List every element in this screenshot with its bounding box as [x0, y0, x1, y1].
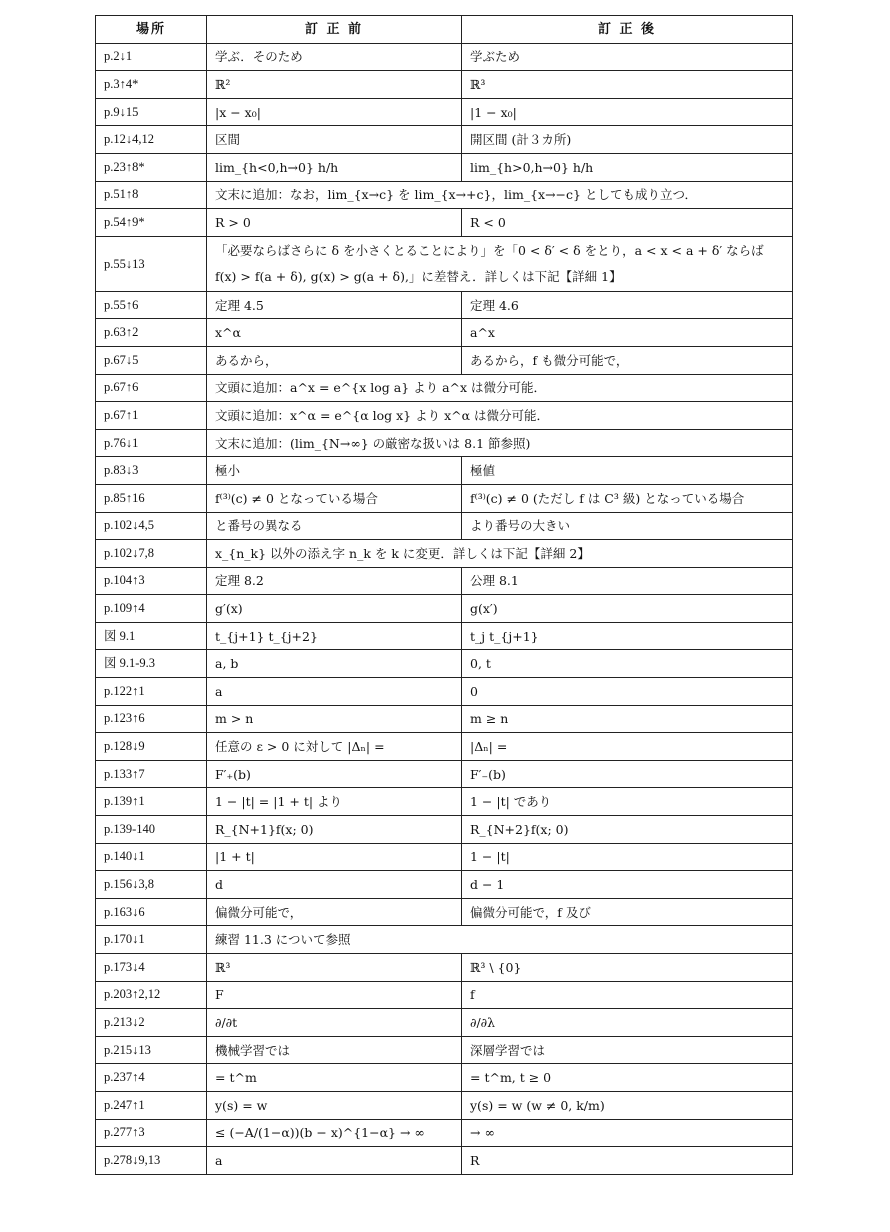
before-cell: |1 + t| — [207, 843, 462, 871]
table-row — [96, 705, 793, 733]
after-cell: y(s) = w (w ≠ 0, k/m) — [462, 1091, 793, 1119]
table-row — [96, 43, 793, 71]
after-cell: 開区間 (計３カ所) — [462, 126, 793, 154]
after-cell: d − 1 — [462, 871, 793, 899]
after-cell: |Δₙ| = — [462, 733, 793, 761]
after-cell: g(x′) — [462, 595, 793, 623]
before-cell: ℝ² — [207, 71, 462, 99]
table-row — [96, 402, 793, 430]
before-cell: |x − x₀| — [207, 98, 462, 126]
table-row — [96, 733, 793, 761]
after-cell: あるから，f も微分可能で， — [462, 346, 793, 374]
location-cell: p.215↓13 — [96, 1036, 207, 1064]
after-cell: f⁽³⁾(c) ≠ 0 (ただし f は C³ 級) となっている場合 — [462, 484, 793, 512]
table-row — [96, 457, 793, 485]
correction-note-cell: 文頭に追加：x^α = e^{α log x} より x^α は微分可能． — [207, 402, 793, 430]
after-cell: 0, t — [462, 650, 793, 678]
after-cell: R < 0 — [462, 209, 793, 237]
table-row — [96, 954, 793, 982]
before-cell: 区間 — [207, 126, 462, 154]
location-cell: p.122↑1 — [96, 678, 207, 706]
location-cell: p.102↓7,8 — [96, 540, 207, 568]
location-cell: p.55↑6 — [96, 291, 207, 319]
location-cell: p.109↑4 — [96, 595, 207, 623]
before-cell: 1 − |t| = |1 + t| より — [207, 788, 462, 816]
table-row — [96, 1036, 793, 1064]
after-cell: = t^m, t ≥ 0 — [462, 1064, 793, 1092]
before-cell: d — [207, 871, 462, 899]
location-cell: p.85↑16 — [96, 484, 207, 512]
location-cell: p.12↓4,12 — [96, 126, 207, 154]
location-cell: 図 9.1 — [96, 622, 207, 650]
table-row — [96, 871, 793, 899]
before-cell: x^α — [207, 319, 462, 347]
after-cell: m ≥ n — [462, 705, 793, 733]
before-cell: m > n — [207, 705, 462, 733]
location-cell: p.156↓3,8 — [96, 871, 207, 899]
before-cell: a, b — [207, 650, 462, 678]
location-cell: p.213↓2 — [96, 1009, 207, 1037]
table-row — [96, 760, 793, 788]
before-cell: F′₊(b) — [207, 760, 462, 788]
table-row — [96, 209, 793, 237]
location-cell: p.3↑4* — [96, 71, 207, 99]
errata-table — [95, 15, 793, 1175]
before-cell: lim_{h<0,h→0} h/h — [207, 153, 462, 181]
after-cell: 深層学習では — [462, 1036, 793, 1064]
location-cell: p.128↓9 — [96, 733, 207, 761]
table-row — [96, 236, 793, 291]
correction-note-cell: 「必要ならばさらに δ を小さくとることにより」を「0 < δ′ < δ をとり，a < x < a + δ′ ならば f(x) > f(a + δ), g(x) > g(a + δ),」に差替え．詳しくは下記【詳細 1】 — [207, 236, 793, 291]
before-cell: y(s) = w — [207, 1091, 462, 1119]
before-cell: 任意の ε > 0 に対して |Δₙ| = — [207, 733, 462, 761]
after-cell: ∂/∂λ — [462, 1009, 793, 1037]
after-cell: 公理 8.1 — [462, 567, 793, 595]
before-cell: ℝ³ — [207, 954, 462, 982]
location-cell: p.63↑2 — [96, 319, 207, 347]
location-cell: p.67↑1 — [96, 402, 207, 430]
table-row — [96, 540, 793, 568]
location-cell: p.140↓1 — [96, 843, 207, 871]
table-row — [96, 181, 793, 209]
table-row — [96, 1147, 793, 1175]
table-row — [96, 126, 793, 154]
location-cell: p.277↑3 — [96, 1119, 207, 1147]
table-row — [96, 1009, 793, 1037]
location-cell: p.247↑1 — [96, 1091, 207, 1119]
location-cell: p.9↓15 — [96, 98, 207, 126]
before-cell: R > 0 — [207, 209, 462, 237]
before-cell: 偏微分可能で， — [207, 898, 462, 926]
location-cell: p.67↑6 — [96, 374, 207, 402]
table-row — [96, 595, 793, 623]
before-cell: = t^m — [207, 1064, 462, 1092]
correction-note-cell: x_{n_k} 以外の添え字 n_k を k に変更．詳しくは下記【詳細 2】 — [207, 540, 793, 568]
location-cell: p.83↓3 — [96, 457, 207, 485]
table-row — [96, 981, 793, 1009]
location-cell: p.23↑8* — [96, 153, 207, 181]
location-header: 場所 — [96, 16, 207, 44]
table-row — [96, 71, 793, 99]
table-row — [96, 788, 793, 816]
before-cell: R_{N+1}f(x; 0) — [207, 816, 462, 844]
table-row — [96, 429, 793, 457]
table-row — [96, 843, 793, 871]
table-row — [96, 1091, 793, 1119]
table-row — [96, 650, 793, 678]
location-cell: p.139-140 — [96, 816, 207, 844]
location-cell: p.102↓4,5 — [96, 512, 207, 540]
after-cell: f — [462, 981, 793, 1009]
after-cell: ℝ³ \ {0} — [462, 954, 793, 982]
after-cell: 1 − |t| — [462, 843, 793, 871]
table-row — [96, 346, 793, 374]
location-cell: p.203↑2,12 — [96, 981, 207, 1009]
before-cell: ∂/∂t — [207, 1009, 462, 1037]
before-cell: t_{j+1} t_{j+2} — [207, 622, 462, 650]
before-cell: 定理 8.2 — [207, 567, 462, 595]
location-cell: p.173↓4 — [96, 954, 207, 982]
location-cell: p.139↑1 — [96, 788, 207, 816]
before-cell: a — [207, 1147, 462, 1175]
table-row — [96, 622, 793, 650]
table-row — [96, 291, 793, 319]
after-cell: 偏微分可能で，f 及び — [462, 898, 793, 926]
correction-note-cell: 練習 11.3 について参照 — [207, 926, 793, 954]
after-cell: R — [462, 1147, 793, 1175]
before-cell: と番号の異なる — [207, 512, 462, 540]
table-row — [96, 98, 793, 126]
table-row — [96, 1119, 793, 1147]
before-cell: 学ぶ．そのため — [207, 43, 462, 71]
location-cell: p.237↑4 — [96, 1064, 207, 1092]
before-cell: あるから， — [207, 346, 462, 374]
after-cell: F′₋(b) — [462, 760, 793, 788]
table-row — [96, 926, 793, 954]
location-cell: 図 9.1-9.3 — [96, 650, 207, 678]
table-row — [96, 484, 793, 512]
after-cell: 極値 — [462, 457, 793, 485]
location-cell: p.2↓1 — [96, 43, 207, 71]
errata-rows — [96, 43, 793, 1174]
after-cell: ℝ³ — [462, 71, 793, 99]
after-cell: lim_{h>0,h→0} h/h — [462, 153, 793, 181]
before-cell: a — [207, 678, 462, 706]
before-cell: F — [207, 981, 462, 1009]
after-cell: t_j t_{j+1} — [462, 622, 793, 650]
before-cell: g′(x) — [207, 595, 462, 623]
table-row — [96, 1064, 793, 1092]
location-cell: p.278↓9,13 — [96, 1147, 207, 1175]
after-header: 訂 正 後 — [462, 16, 793, 44]
table-row — [96, 898, 793, 926]
after-cell: 定理 4.6 — [462, 291, 793, 319]
location-cell: p.55↓13 — [96, 236, 207, 291]
after-cell: より番号の大きい — [462, 512, 793, 540]
correction-note-cell: 文頭に追加：a^x = e^{x log a} より a^x は微分可能． — [207, 374, 793, 402]
after-cell: 1 − |t| であり — [462, 788, 793, 816]
location-cell: p.51↑8 — [96, 181, 207, 209]
location-cell: p.170↓1 — [96, 926, 207, 954]
table-row — [96, 512, 793, 540]
after-cell: a^x — [462, 319, 793, 347]
location-cell: p.133↑7 — [96, 760, 207, 788]
before-cell: 機械学習では — [207, 1036, 462, 1064]
after-cell: |1 − x₀| — [462, 98, 793, 126]
before-cell: 定理 4.5 — [207, 291, 462, 319]
table-row — [96, 816, 793, 844]
after-cell: 学ぶため — [462, 43, 793, 71]
table-row — [96, 567, 793, 595]
before-cell: f⁽³⁾(c) ≠ 0 となっている場合 — [207, 484, 462, 512]
location-cell: p.76↓1 — [96, 429, 207, 457]
errata-sheet — [95, 15, 792, 1175]
before-cell: ≤ (−A/(1−α))(b − x)^{1−α} → ∞ — [207, 1119, 462, 1147]
after-cell: → ∞ — [462, 1119, 793, 1147]
table-row — [96, 153, 793, 181]
header-row — [96, 16, 793, 44]
location-cell: p.54↑9* — [96, 209, 207, 237]
before-cell: 極小 — [207, 457, 462, 485]
location-cell: p.123↑6 — [96, 705, 207, 733]
location-cell: p.67↓5 — [96, 346, 207, 374]
correction-note-cell: 文末に追加：(lim_{N→∞} の厳密な扱いは 8.1 節参照) — [207, 429, 793, 457]
table-row — [96, 374, 793, 402]
after-cell: R_{N+2}f(x; 0) — [462, 816, 793, 844]
correction-note-cell: 文末に追加：なお，lim_{x→c} を lim_{x→+c}，lim_{x→−c} としても成り立つ． — [207, 181, 793, 209]
table-row — [96, 678, 793, 706]
before-header: 訂 正 前 — [207, 16, 462, 44]
location-cell: p.104↑3 — [96, 567, 207, 595]
location-cell: p.163↓6 — [96, 898, 207, 926]
after-cell: 0 — [462, 678, 793, 706]
table-row — [96, 319, 793, 347]
